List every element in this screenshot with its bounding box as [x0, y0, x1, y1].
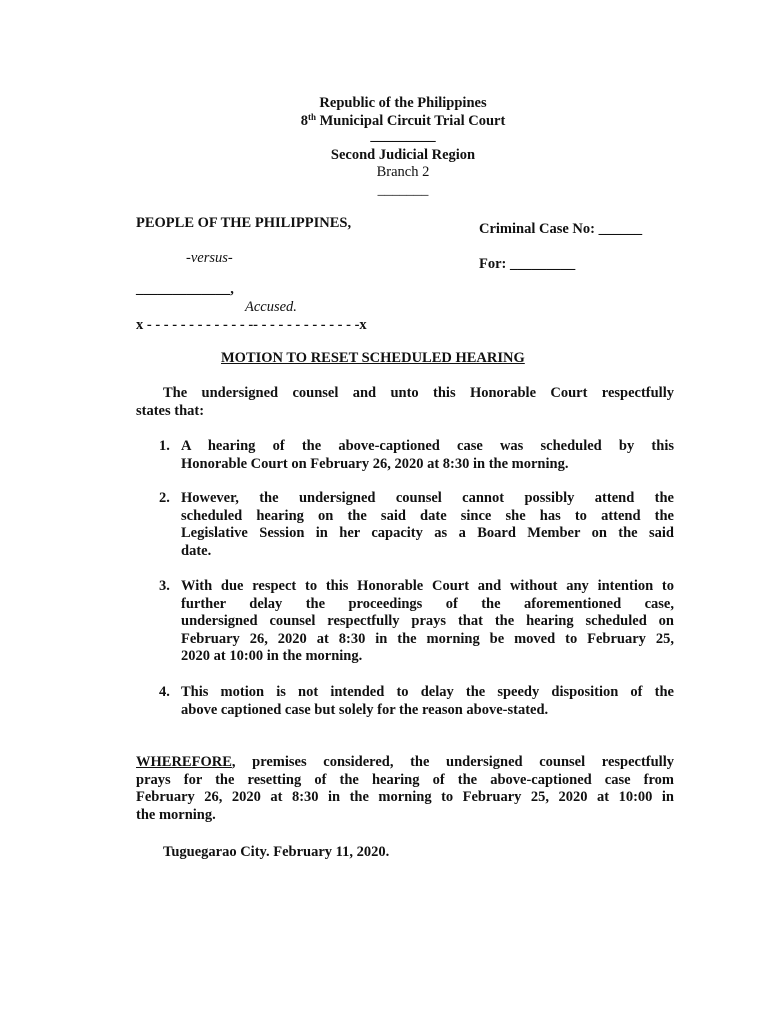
item-line: Legislative Session in her capacity as a Board Member on the said: [181, 525, 674, 542]
case-for-field: For: _________: [479, 256, 576, 272]
item-line: undersigned counsel respectfully prays that the hearing scheduled on: [181, 613, 674, 630]
item-line: above captioned case but solely for the reason above-stated.: [181, 701, 549, 718]
intro-line: states that:: [136, 402, 205, 419]
item-line: 2020 at 10:00 in the morning.: [181, 648, 363, 665]
item-number: 2.: [159, 490, 170, 506]
item-line: Honorable Court on February 26, 2020 at 8:30 in the morning.: [181, 455, 569, 472]
header-republic: Republic of the Philippines: [319, 95, 487, 111]
versus-label: -versus-: [186, 250, 233, 266]
court-number: 8: [300, 113, 308, 129]
item-4-text: [181, 684, 674, 719]
item-line: scheduled hearing on the said date since she has to attend the: [181, 507, 674, 524]
wherefore-paragraph: [136, 754, 674, 824]
item-line: However, the undersigned counsel cannot possibly attend the: [181, 490, 674, 506]
wherefore-line: [136, 754, 674, 772]
item-2-text: [181, 490, 674, 560]
item-line: February 26, 2020 at 8:30 in the morning be moved to February 25,: [181, 630, 674, 647]
court-ordinal: th: [307, 112, 316, 122]
item-line: date.: [181, 542, 212, 559]
place-and-date: Tuguegarao City. February 11, 2020.: [163, 844, 390, 860]
header-branch: Branch 2: [376, 164, 430, 180]
header-blank-1: _________: [370, 128, 436, 144]
criminal-case-number: Criminal Case No: ______: [479, 221, 643, 237]
header-region: Second Judicial Region: [330, 147, 476, 163]
intro-line: The undersigned counsel and unto this Honorable Court respectfully: [163, 385, 674, 401]
accused-blank: _____________,: [136, 281, 234, 297]
wherefore-line: prays for the resetting of the hearing of the above-captioned case from: [136, 771, 674, 788]
caption-divider: x - - - - - - - - - - - - -- - - - - - - - - - - - -x: [136, 317, 367, 333]
wherefore-lead: WHEREFORE: [136, 754, 232, 770]
court-name: Municipal Circuit Trial Court: [315, 113, 506, 129]
accused-label: Accused.: [245, 299, 297, 315]
item-line: further delay the proceedings of the aforementioned case,: [181, 595, 674, 612]
item-number: 4.: [159, 684, 170, 700]
item-line: A hearing of the above-captioned case was scheduled by this: [181, 438, 674, 454]
motion-title: MOTION TO RESET SCHEDULED HEARING: [221, 350, 525, 366]
wherefore-line: the morning.: [136, 806, 216, 823]
item-3-text: [181, 578, 674, 666]
item-1-text: [181, 438, 674, 473]
wherefore-first-rest: , premises considered, the undersigned counsel respectfully: [231, 754, 674, 770]
intro-paragraph: [136, 385, 674, 420]
header-blank-2: _______: [377, 182, 429, 198]
item-number: 3.: [159, 578, 170, 594]
item-line: This motion is not intended to delay the speedy disposition of the: [181, 684, 674, 700]
item-line: With due respect to this Honorable Court and without any intention to: [181, 578, 674, 594]
item-number: 1.: [159, 438, 170, 454]
wherefore-line: February 26, 2020 at 8:30 in the morning to February 25, 2020 at 10:00 in: [136, 789, 674, 806]
plaintiff-name: PEOPLE OF THE PHILIPPINES,: [136, 215, 352, 231]
